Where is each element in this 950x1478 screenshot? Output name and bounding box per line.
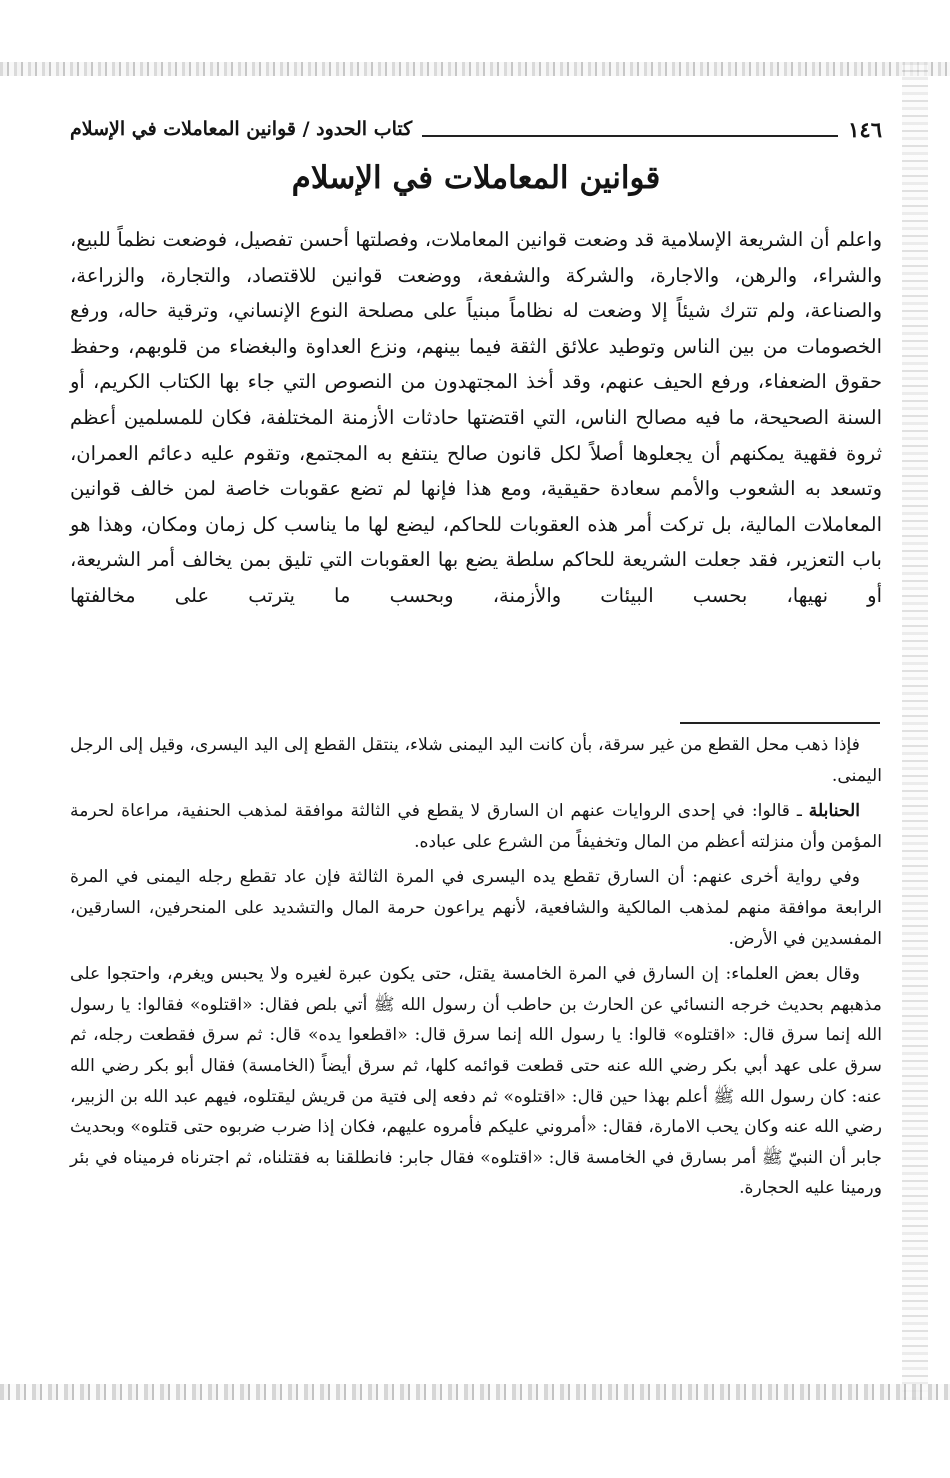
header-rule (422, 135, 838, 137)
footnote-paragraph-3: وفي رواية أخرى عنهم: أن السارق تقطع يده اليسرى في المرة الثالثة فإن عاد تقطع رجله اليمنى في المرة الرابعة موافقة منهم لمذهب المالكية والشافعية، لأنهم يراعون حرمة المال والتشديد على المنحرفين، السارقين، المفسدين في الأرض. (70, 867, 882, 949)
scan-border-bottom (0, 1384, 950, 1400)
page-number: ١٤٦ (848, 116, 882, 142)
scan-border-top (0, 62, 950, 76)
footnote-paragraph-4: وقال بعض العلماء: إن السارق في المرة الخامسة يقتل، حتى يكون عبرة لغيره ولا يحبس ويغرم، واحتجوا على مذهبهم بحديث خرجه النسائي عن الحارث بن حاطب أن رسول الله ﷺ أتي بلص فقال: «اقتلوه» فقالوا: يا رسول الله إنما سرق قال: «اقتلوه» قالوا: يا رسول الله إنما سرق قال: «اقطعوا يده» قال: ثم سرق فقطعت رجله، ثم سرق على عهد أبي بكر رضي الله عنه حتى قطعت قوائمه كلها، ثم سرق أيضاً (الخامسة) فقال أبو بكر رضي الله عنه: كان رسول الله ﷺ أعلم بهذا حين قال: «اقتلوه» ثم دفعه إلى فتية من قريش ليقتلوه، فيهم عبد الله بن الزبير، رضي الله عنه وكان يحب الامارة، فقال: «أمروني عليكم فأمروه عليهم، فكان إذا ضرب ضربوه حتى قتلوه» وبحديث جابر أن النبيّ ﷺ أمر بسارق في الخامسة قال: «اقتلوه» فقال جابر: فانطلقنا به فقتلناه، ثم اجترناه فرميناه في بئر ورمينا عليه الحجارة. (70, 964, 882, 1199)
footnote-paragraph-1: فإذا ذهب محل القطع من غير سرقة، بأن كانت اليد اليمنى شلاء، ينتقل القطع إلى اليد اليسرى، وقيل إلى الرجل اليمنى. (70, 735, 882, 786)
chapter-title: قوانين المعاملات في الإسلام (291, 160, 661, 196)
footnotes (70, 730, 882, 1209)
footnote-separator (680, 722, 880, 724)
running-title: كتاب الحدود / قوانين المعاملات في الإسلام (70, 118, 413, 140)
page-header (70, 112, 882, 146)
main-body-text: واعلم أن الشريعة الإسلامية قد وضعت قوانين المعاملات، وفصلتها أحسن تفصيل، فوضعت نظماً للبيع، والشراء، والرهن، والاجارة، والشركة والشفعة، ووضعت قوانين للاقتصاد، والتجارة، والزراعة، والصناعة، ولم تترك شيئاً إلا وضعت له نظاماً مبنياً على مصلحة النوع الإنساني، وترقية حاله، ورفع الخصومات من بين الناس وتوطيد علائق الثقة فيما بينهم، ونزع العداوة والبغضاء من قلوبهم، وحفظ حقوق الضعفاء، ورفع الحيف عنهم، وقد أخذ المجتهدون من النصوص التي جاء بها الكتاب الكريم، أو السنة الصحيحة، ما فيه مصالح الناس، التي اقتضتها حادثات الأزمنة المختلفة، فكان للمسلمين أعظم ثروة فقهية يمكنهم أن يجعلوها أصلاً لكل قانون صالح ينتفع به المجتمع، وتقوم عليه دعائم العمران، وتسعد به الشعوب والأمم سعادة حقيقية، ومع هذا فإنها لم تضع عقوبات خاصة لمن خالف قوانين المعاملات المالية، بل تركت أمر هذه العقوبات للحاكم، ليضع لها ما يناسب كل زمان ومكان، وهذا هو باب التعزير، فقد جعلت الشريعة للحاكم سلطة يضع بها العقوبات التي تليق بمن يخالف أمر الشريعة، أو نهيها، بحسب البيئات والأزمنة، وبحسب ما يترتب على مخالفتها (70, 228, 882, 607)
footnote-paragraph-2 (70, 796, 882, 857)
scan-border-right (902, 62, 928, 1400)
footnote-paragraph-2-text: ـ قالوا: في إحدى الروايات عنهم ان السارق لا يقطع في الثالثة موافقة لمذهب الحنفية، مراعاة لحرمة المؤمن وأن منزلته أعظم من المال وتخفيفاً من الشرع على عباده. (70, 801, 882, 852)
hanabila-term: الحنابلة (808, 801, 860, 822)
